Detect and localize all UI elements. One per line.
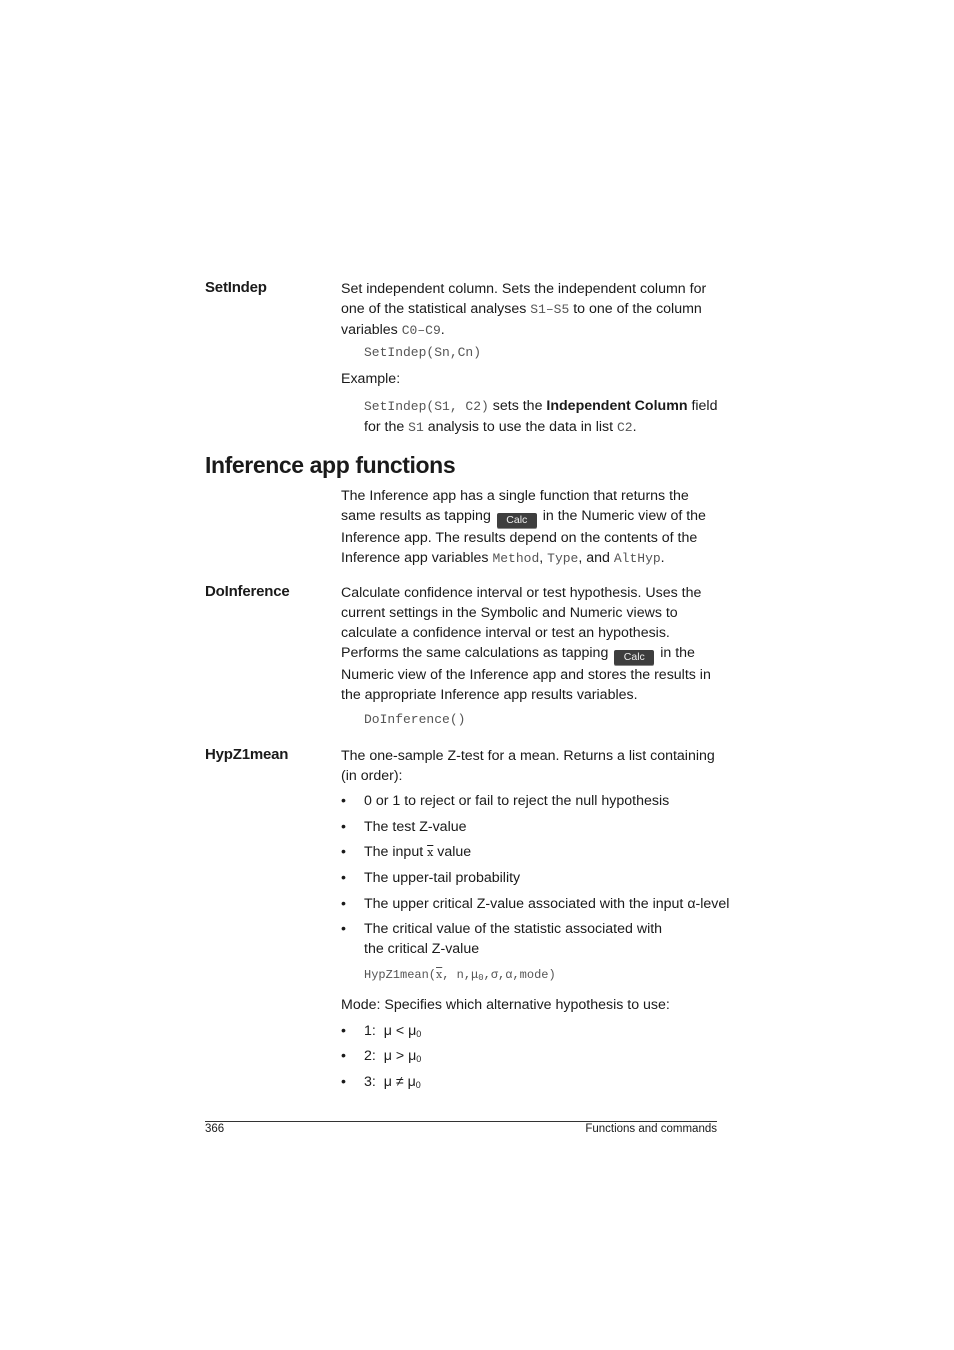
- bullet-marker: •: [341, 921, 346, 937]
- list-item-text: The critical value of the statistic associated with the critical Z-value: [364, 921, 663, 957]
- setindep-example-text: .: [632, 419, 637, 435]
- inference-intro: [341, 486, 721, 569]
- setindep-desc-code: C0–C9: [401, 323, 441, 338]
- intro-var: Type: [547, 551, 579, 566]
- intro-text: The Inference app has a single function that returns the same results as tapping: [341, 488, 689, 524]
- mode-expression: μ > μ: [383, 1048, 417, 1064]
- mode-number: 2:: [364, 1048, 376, 1064]
- input-text: value: [437, 844, 472, 860]
- list-item-text: The test Z-value: [364, 819, 467, 835]
- bullet-marker: •: [341, 819, 346, 835]
- doinference-description: [341, 583, 721, 705]
- setindep-example-text: sets the: [488, 398, 547, 414]
- doinference-desc-text: Calculate confidence interval or test hypothesis. Uses the current settings in the Symbolic and Numeric views to calculate a confidence interval or test an hypothesis. Performs the same calculations as tapping: [341, 585, 702, 661]
- mode-subscript: 0: [415, 1080, 421, 1090]
- mode-expression: μ < μ: [383, 1023, 417, 1039]
- setindep-example-code: C2: [617, 420, 633, 435]
- intro-var: Method: [492, 551, 540, 566]
- syntax-text: ,σ,α,mode): [483, 968, 556, 982]
- intro-text: .: [660, 550, 665, 566]
- intro-var: AltHyp: [613, 551, 661, 566]
- bullet-marker: •: [341, 896, 346, 912]
- mode-expression: μ ≠ μ: [383, 1074, 416, 1090]
- setindep-example-code: SetIndep(S1, C2): [364, 399, 489, 414]
- bullet-marker: •: [341, 844, 346, 860]
- doinference-desc-text: in the Numeric view of the Inference app and stores the results in the appropriate Inference app results variables.: [341, 645, 711, 703]
- list-item-text: [364, 1072, 721, 1095]
- syntax-text: , n,μ: [442, 968, 479, 982]
- setindep-example-text: analysis to use the data in list: [423, 419, 617, 435]
- setindep-example-label: Example:: [341, 371, 401, 387]
- list-item-text: [364, 1046, 721, 1069]
- setindep-desc-text: Set independent column. Sets the independent column for one of the statistical analyses: [341, 281, 707, 317]
- setindep-example-code: S1: [408, 420, 424, 435]
- syntax-subscript: 0: [478, 973, 484, 983]
- syntax-text: HypZ1mean(: [364, 968, 437, 982]
- intro-text: ,: [539, 550, 548, 566]
- doinference-term: DoInference: [205, 583, 290, 600]
- x-bar-symbol: $\overline{x}$: [436, 968, 443, 981]
- setindep-example-text: field for the: [364, 398, 718, 435]
- page-number: 366: [205, 1123, 225, 1135]
- hypz1mean-description: The one-sample Z-test for a mean. Returns a list containing (in order):: [341, 748, 715, 784]
- mode-number: 1:: [364, 1023, 376, 1039]
- footer-rule: [205, 1121, 717, 1122]
- setindep-desc-text: .: [440, 322, 445, 338]
- bullet-marker: •: [341, 1048, 346, 1064]
- list-item-text: The upper-tail probability: [364, 870, 521, 886]
- mode-subscript: 0: [416, 1029, 422, 1039]
- setindep-desc-text: to one of the column variables: [341, 301, 702, 338]
- bullet-marker: •: [341, 870, 346, 886]
- doinference-syntax: DoInference(): [364, 712, 466, 727]
- hypz1mean-syntax: [364, 968, 556, 983]
- intro-text: , and: [578, 550, 614, 566]
- list-item-text: [364, 842, 721, 863]
- intro-text: in the Numeric view of the Inference app. The results depend on the contents of the Inference app variables: [341, 508, 706, 566]
- hypz1mean-term: HypZ1mean: [205, 746, 289, 763]
- setindep-term: SetIndep: [205, 279, 267, 296]
- setindep-syntax: SetIndep(Sn,Cn): [364, 345, 482, 360]
- list-item-text: The upper critical Z-value associated with the input α-level: [364, 896, 730, 912]
- setindep-desc-code: S1–S5: [530, 302, 570, 317]
- setindep-description: [341, 279, 721, 341]
- setindep-example: [364, 396, 721, 438]
- setindep-example-bold: Independent Column: [546, 398, 688, 414]
- bullet-marker: •: [341, 1023, 346, 1039]
- mode-subscript: 0: [416, 1054, 422, 1064]
- bullet-marker: •: [341, 793, 346, 809]
- list-item-text: 0 or 1 to reject or fail to reject the null hypothesis: [364, 793, 670, 809]
- footer-section-title: Functions and commands: [585, 1123, 717, 1135]
- list-item-text: [364, 1021, 721, 1044]
- section-heading: Inference app functions: [205, 452, 456, 478]
- mode-number: 3:: [364, 1074, 376, 1090]
- calc-key-icon: Calc: [614, 650, 654, 665]
- input-text: The input: [364, 844, 428, 860]
- calc-key-icon: Calc: [497, 513, 537, 528]
- bullet-marker: •: [341, 1074, 346, 1090]
- mode-description: Mode: Specifies which alternative hypothesis to use:: [341, 997, 670, 1013]
- x-bar-symbol: $\overline{x}$: [427, 846, 434, 859]
